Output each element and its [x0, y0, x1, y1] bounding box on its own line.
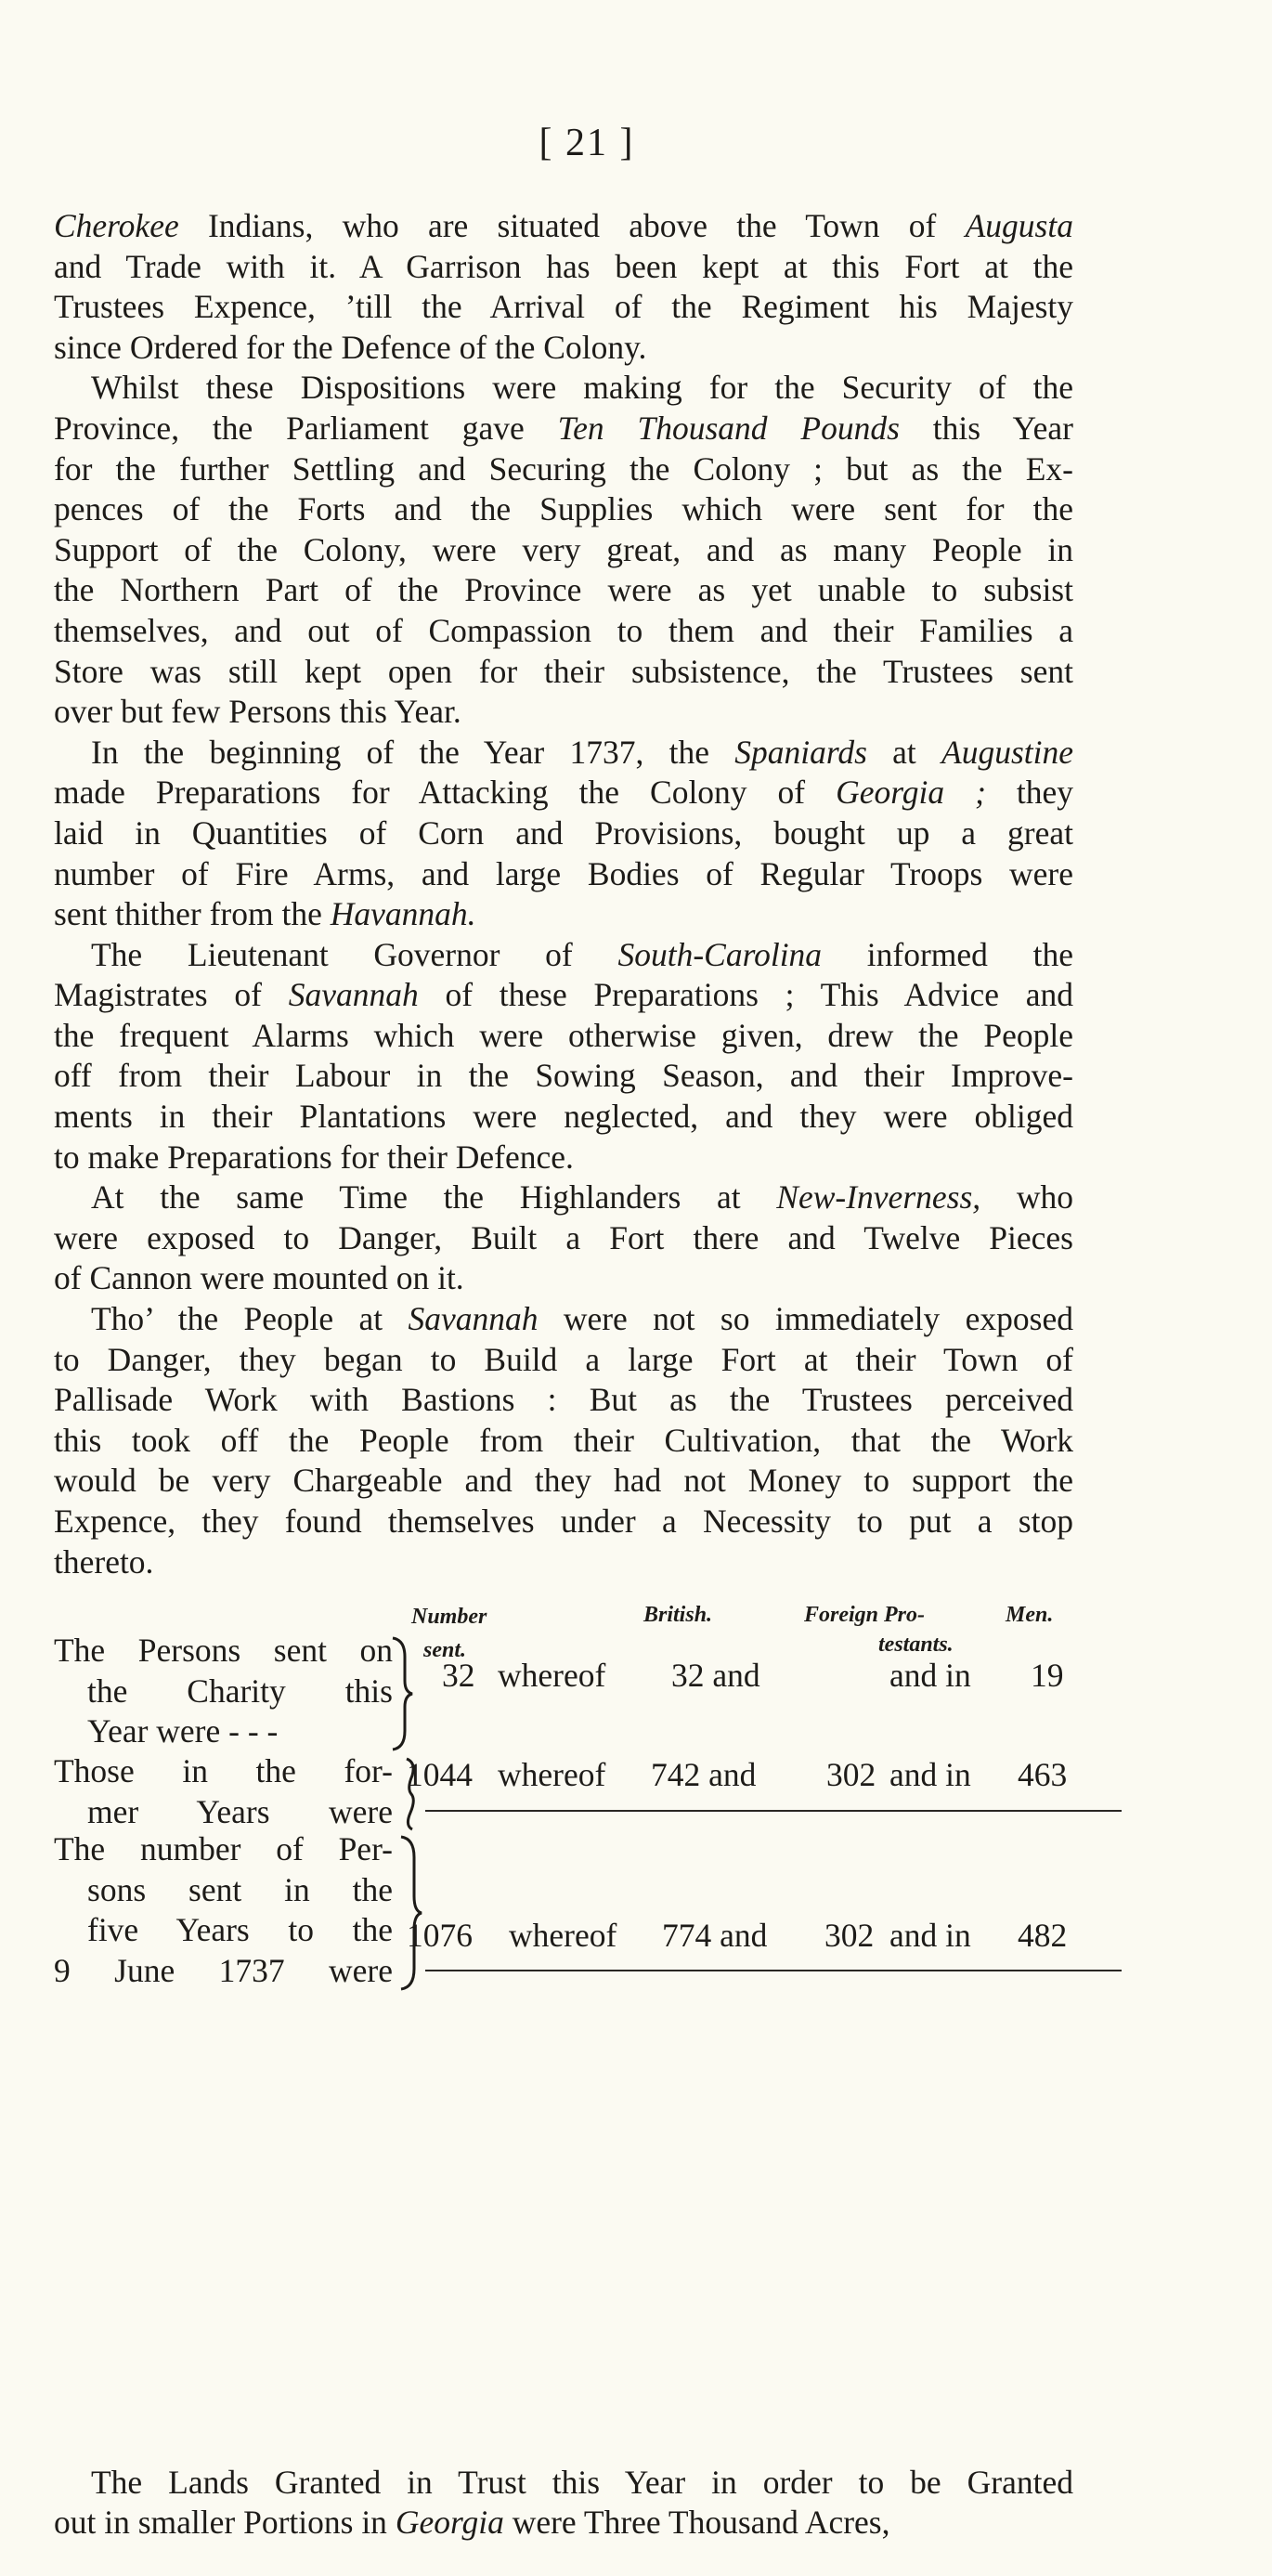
paragraph	[54, 935, 1073, 1178]
italic-phrase: Cherokee	[54, 207, 179, 244]
italic-phrase: Ten Thousand Pounds	[557, 409, 900, 447]
page-number: [ 21 ]	[539, 122, 635, 164]
text-run: since Ordered for the Defence of the Colony.	[54, 328, 647, 366]
row2-british: 742 and	[651, 1756, 757, 1793]
text-line	[54, 975, 1073, 1016]
row3-men: 482	[1018, 1917, 1068, 1954]
brace-icon	[388, 1636, 416, 1751]
text-line	[54, 247, 1073, 288]
row3-and-in: and in	[889, 1917, 971, 1954]
text-line	[54, 692, 1073, 733]
text-run: thereto.	[54, 1542, 154, 1581]
text-run: Expence, they found themselves under a Necessity to put a stop	[54, 1503, 1073, 1540]
text-run: were exposed to Danger, Built a Fort there and Twelve Pieces	[54, 1218, 1073, 1256]
text-line	[54, 368, 1073, 409]
label-line: the Charity this	[87, 1672, 393, 1710]
text-run: the frequent Alarms which were otherwise given, drew the People	[54, 1016, 1073, 1054]
row1-british: 32 and	[671, 1657, 760, 1694]
text-line	[54, 1218, 1073, 1259]
text-line	[54, 1138, 1073, 1178]
header-sent: sent.	[423, 1638, 467, 1662]
text-run: Magistrates of	[54, 976, 289, 1014]
row3-british: 774 and	[662, 1917, 768, 1954]
text-line	[54, 409, 1073, 449]
text-line	[54, 1380, 1073, 1421]
text-line	[54, 1542, 1073, 1583]
row-label	[54, 1631, 393, 1752]
brace-icon	[397, 1835, 425, 1991]
text-run: ments in their Plantations were neglected, and they were obliged	[54, 1098, 1073, 1136]
label-line: Year were - - -	[87, 1712, 279, 1750]
text-line	[54, 813, 1073, 854]
row2-and-in: and in	[889, 1756, 971, 1793]
text-run: Trustees Expence, ’till the Arrival of the Regiment his Majesty	[54, 288, 1073, 326]
paragraph	[54, 1177, 1073, 1299]
text-run: Pallisade Work with Bastions : But as the Trustees perceived	[54, 1381, 1073, 1419]
text-line	[54, 1421, 1073, 1462]
header-foreign: Foreign Pro-	[804, 1603, 926, 1627]
text-line	[54, 489, 1073, 530]
text-line	[54, 1502, 1073, 1542]
text-run: who	[980, 1178, 1074, 1216]
text-line	[54, 1177, 1073, 1218]
label-line: The Persons sent on	[54, 1632, 393, 1669]
text-line	[54, 530, 1073, 571]
label-line: five Years to the	[87, 1911, 393, 1949]
row1-whereof: whereof	[498, 1657, 606, 1694]
text-run: sent thither from the	[54, 895, 331, 933]
body-text	[54, 206, 1073, 1582]
text-line	[54, 1056, 1073, 1097]
text-run: Tho’ the People at	[91, 1300, 409, 1338]
text-line	[54, 1340, 1073, 1381]
text-run: of these Preparations ; This Advice and	[418, 976, 1073, 1014]
header-protestants: testants.	[878, 1633, 954, 1657]
text-run: pences of the Forts and the Supplies which were sent for the	[54, 490, 1073, 528]
row-label	[54, 1829, 393, 1991]
text-run: this Year	[899, 409, 1073, 447]
label-line: mer Years were	[87, 1792, 393, 1830]
text-line	[54, 2463, 1073, 2504]
header-british: British.	[643, 1603, 713, 1627]
row3-foreign: 302	[824, 1917, 875, 1954]
text-line	[54, 206, 1073, 247]
text-run: over but few Persons this Year.	[54, 693, 461, 731]
text-run: were Three Thousand Acres,	[503, 2504, 890, 2542]
text-line	[54, 1016, 1073, 1057]
paragraph	[54, 2463, 1073, 2543]
persons-sent-table	[54, 1605, 1075, 2450]
text-line	[54, 652, 1073, 693]
text-run: the Northern Part of the Province were as yet unable to subsist	[54, 571, 1073, 609]
text-run: out in smaller Portions in	[54, 2504, 396, 2542]
text-line	[54, 1258, 1073, 1299]
paragraph	[54, 733, 1073, 935]
text-run: Store was still kept open for their subsistence, the Trustees sent	[54, 652, 1073, 690]
italic-phrase: Augusta	[965, 207, 1073, 244]
text-run: off from their Labour in the Sowing Season, and their Improve-	[54, 1057, 1073, 1095]
label-line: The number of Per-	[54, 1830, 393, 1867]
text-run: would be very Chargeable and they had not Money to support the	[54, 1462, 1073, 1500]
row2-foreign: 302	[826, 1756, 876, 1793]
text-run: and Trade with it. A Garrison has been kept at this Fort at the	[54, 247, 1073, 285]
text-line	[54, 611, 1073, 652]
text-run: for the further Settling and Securing the Colony ; but as the Ex-	[54, 449, 1073, 488]
italic-phrase: Savannah	[288, 976, 419, 1014]
italic-phrase: Georgia ;	[836, 774, 986, 812]
text-run: Province, the Parliament gave	[54, 409, 558, 447]
italic-phrase: Augustine	[941, 733, 1073, 771]
label-line: Those in the for-	[54, 1752, 393, 1789]
paragraph	[54, 368, 1073, 732]
text-line	[54, 570, 1073, 611]
text-line	[54, 1299, 1073, 1340]
table-rule	[425, 1810, 1122, 1812]
row-label	[54, 1751, 393, 1832]
table-rule	[425, 1970, 1122, 1971]
text-run: at	[866, 733, 942, 771]
text-line	[54, 1097, 1073, 1138]
header-men: Men.	[1006, 1603, 1054, 1627]
label-line: 9 June 1737 were	[54, 1951, 393, 1989]
text-run: laid in Quantities of Corn and Provisions, bought up a great	[54, 813, 1073, 852]
text-line	[54, 733, 1073, 774]
text-line	[54, 449, 1073, 490]
label-line: sons sent in the	[87, 1870, 393, 1908]
text-line	[54, 1461, 1073, 1502]
text-run: informed the	[822, 935, 1073, 973]
italic-phrase: Havannah.	[330, 895, 476, 933]
text-run: to make Preparations for their Defence.	[54, 1138, 574, 1176]
text-run: The Lieutenant Governor of	[91, 935, 618, 973]
text-run: of Cannon were mounted on it.	[54, 1259, 464, 1297]
row3-number: 1076	[407, 1917, 473, 1954]
italic-phrase: South-Carolina	[617, 935, 823, 973]
row3-whereof: whereof	[509, 1917, 617, 1954]
text-run: Indians, who are situated above the Town of	[178, 207, 966, 244]
text-run: Support of the Colony, were very great, and as many People in	[54, 530, 1073, 568]
row1-number: 32	[442, 1657, 475, 1694]
header-number: Number	[411, 1605, 487, 1629]
text-run: number of Fire Arms, and large Bodies of Regular Troops were	[54, 854, 1073, 892]
italic-phrase: New-Inverness,	[776, 1178, 981, 1216]
paragraph	[54, 1299, 1073, 1582]
text-line	[54, 894, 1073, 935]
closing-text	[54, 2429, 1073, 2576]
text-run: In the beginning of the Year 1737, the	[91, 733, 735, 771]
text-run: to Danger, they began to Build a large Fort at their Town of	[54, 1340, 1073, 1378]
text-run: were not so immediately exposed	[538, 1300, 1073, 1338]
text-line	[54, 328, 1073, 369]
italic-phrase: Savannah	[408, 1300, 539, 1338]
italic-phrase: Spaniards	[734, 733, 867, 771]
text-line	[54, 2503, 1073, 2543]
text-run: themselves, and out of Compassion to them and their Families a	[54, 611, 1073, 649]
text-run: this took off the People from their Cultivation, that the Work	[54, 1421, 1073, 1459]
row1-and-in: and in	[889, 1657, 971, 1694]
text-run: they	[985, 774, 1074, 812]
row1-men: 19	[1031, 1657, 1064, 1694]
text-line	[54, 287, 1073, 328]
text-run: Whilst these Dispositions were making for the Security of the	[91, 369, 1073, 407]
row2-number: 1044	[407, 1756, 473, 1793]
text-line	[54, 935, 1073, 976]
italic-phrase: Georgia	[395, 2504, 504, 2542]
text-run: At the same Time the Highlanders at	[91, 1178, 777, 1216]
row2-men: 463	[1018, 1756, 1068, 1793]
text-run: made Preparations for Attacking the Colony of	[54, 774, 837, 812]
row2-whereof: whereof	[498, 1756, 606, 1793]
text-run: The Lands Granted in Trust this Year in order to be Granted	[91, 2463, 1073, 2501]
text-line	[54, 773, 1073, 813]
paragraph	[54, 206, 1073, 368]
text-line	[54, 854, 1073, 895]
